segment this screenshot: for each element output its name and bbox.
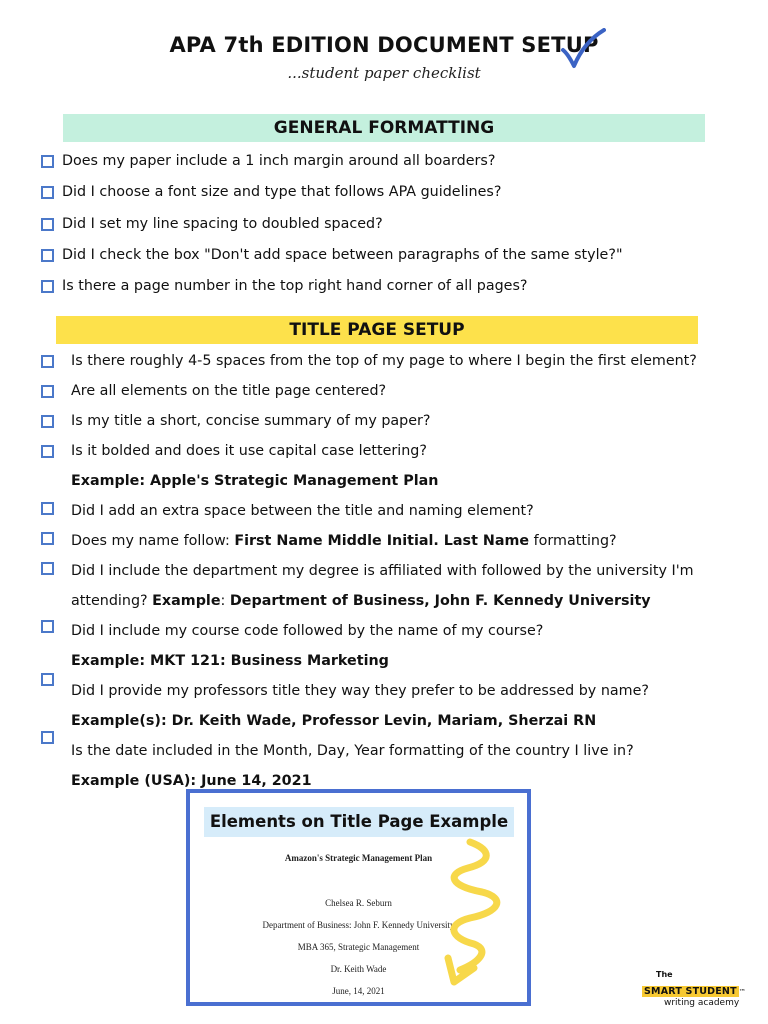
checklist-item: Is the date included in the Month, Day, Year formatting of the country I live in? [71, 743, 634, 759]
checklist-item [71, 531, 617, 551]
checklist-item: Is there roughly 4-5 spaces from the top of my page to where I begin the first element? [71, 353, 697, 369]
checkbox[interactable] [41, 731, 54, 744]
checkbox[interactable] [41, 385, 54, 398]
example-course: MBA 365, Strategic Management [297, 942, 420, 952]
example-department: Department of Business: John F. Kennedy University [262, 920, 455, 930]
checkbox[interactable] [41, 186, 54, 199]
checkbox[interactable] [41, 218, 54, 231]
logo-subtext: writing academy [664, 998, 740, 1008]
general-formatting-heading: GENERAL FORMATTING [63, 114, 705, 142]
checkbox[interactable] [41, 445, 54, 458]
checklist-item: Is there a page number in the top right hand corner of all pages? [62, 278, 528, 294]
example-date: June, 14, 2021 [332, 986, 385, 996]
checklist-item: Did I add an extra space between the title and naming element? [71, 503, 534, 519]
checklist-item: Does my paper include a 1 inch margin around all boarders? [62, 153, 496, 169]
example-text: Example (USA): June 14, 2021 [71, 773, 312, 789]
checkbox[interactable] [41, 502, 54, 515]
checklist-item: Are all elements on the title page centered? [71, 383, 387, 399]
item-text-bold: Example [152, 593, 221, 609]
checklist-item: Did I check the box "Don't add space between paragraphs of the same style?" [62, 247, 623, 263]
checkbox[interactable] [41, 415, 54, 428]
smart-student-logo [642, 970, 752, 1008]
item-text-bold: First Name Middle Initial. Last Name [234, 533, 530, 549]
example-professor: Dr. Keith Wade [330, 964, 387, 974]
page-title: APA 7th EDITION DOCUMENT SETUP [169, 33, 599, 57]
example-author: Chelsea R. Seburn [325, 898, 392, 908]
checkbox[interactable] [41, 673, 54, 686]
item-text: Does my name follow: [71, 533, 235, 549]
example-text: Example: Apple's Strategic Management Plan [71, 473, 439, 489]
example-text: Example: MKT 121: Business Marketing [71, 653, 389, 669]
checkbox[interactable] [41, 155, 54, 168]
checklist-item: Is it bolded and does it use capital case lettering? [71, 443, 427, 459]
item-text: : [220, 593, 230, 609]
item-text: formatting? [529, 533, 617, 549]
example-box-heading: Elements on Title Page Example [204, 807, 514, 837]
item-text-bold: Department of Business, John F. Kennedy University [229, 593, 651, 609]
checklist-item: Did I provide my professors title they way they prefer to be addressed by name? [71, 683, 649, 699]
checkbox[interactable] [41, 532, 54, 545]
checklist-item-continuation [71, 591, 651, 611]
checklist-item: Did I include the department my degree is affiliated with followed by the university I'm [71, 563, 694, 579]
example-paper-title: Amazon's Strategic Management Plan [284, 853, 433, 863]
logo-the: The [656, 970, 673, 979]
checkbox[interactable] [41, 355, 54, 368]
checkbox[interactable] [41, 562, 54, 575]
checklist-item: Did I set my line spacing to doubled spaced? [62, 216, 383, 232]
checklist-item: Did I include my course code followed by the name of my course? [71, 623, 544, 639]
logo-main-text: SMART STUDENT [644, 986, 737, 997]
title-page-setup-heading: TITLE PAGE SETUP [56, 316, 698, 344]
example-text: Example(s): Dr. Keith Wade, Professor Levin, Mariam, Sherzai RN [71, 713, 597, 729]
checklist-item: Is my title a short, concise summary of my paper? [71, 413, 431, 429]
checkbox[interactable] [41, 620, 54, 633]
squiggle-arrow-icon [440, 838, 510, 986]
checkbox[interactable] [41, 249, 54, 262]
logo-tm: ™ [738, 988, 746, 996]
page-subtitle: ...student paper checklist [287, 64, 481, 82]
checkbox[interactable] [41, 280, 54, 293]
checklist-item: Did I choose a font size and type that follows APA guidelines? [62, 184, 502, 200]
item-text: attending? [71, 593, 153, 609]
